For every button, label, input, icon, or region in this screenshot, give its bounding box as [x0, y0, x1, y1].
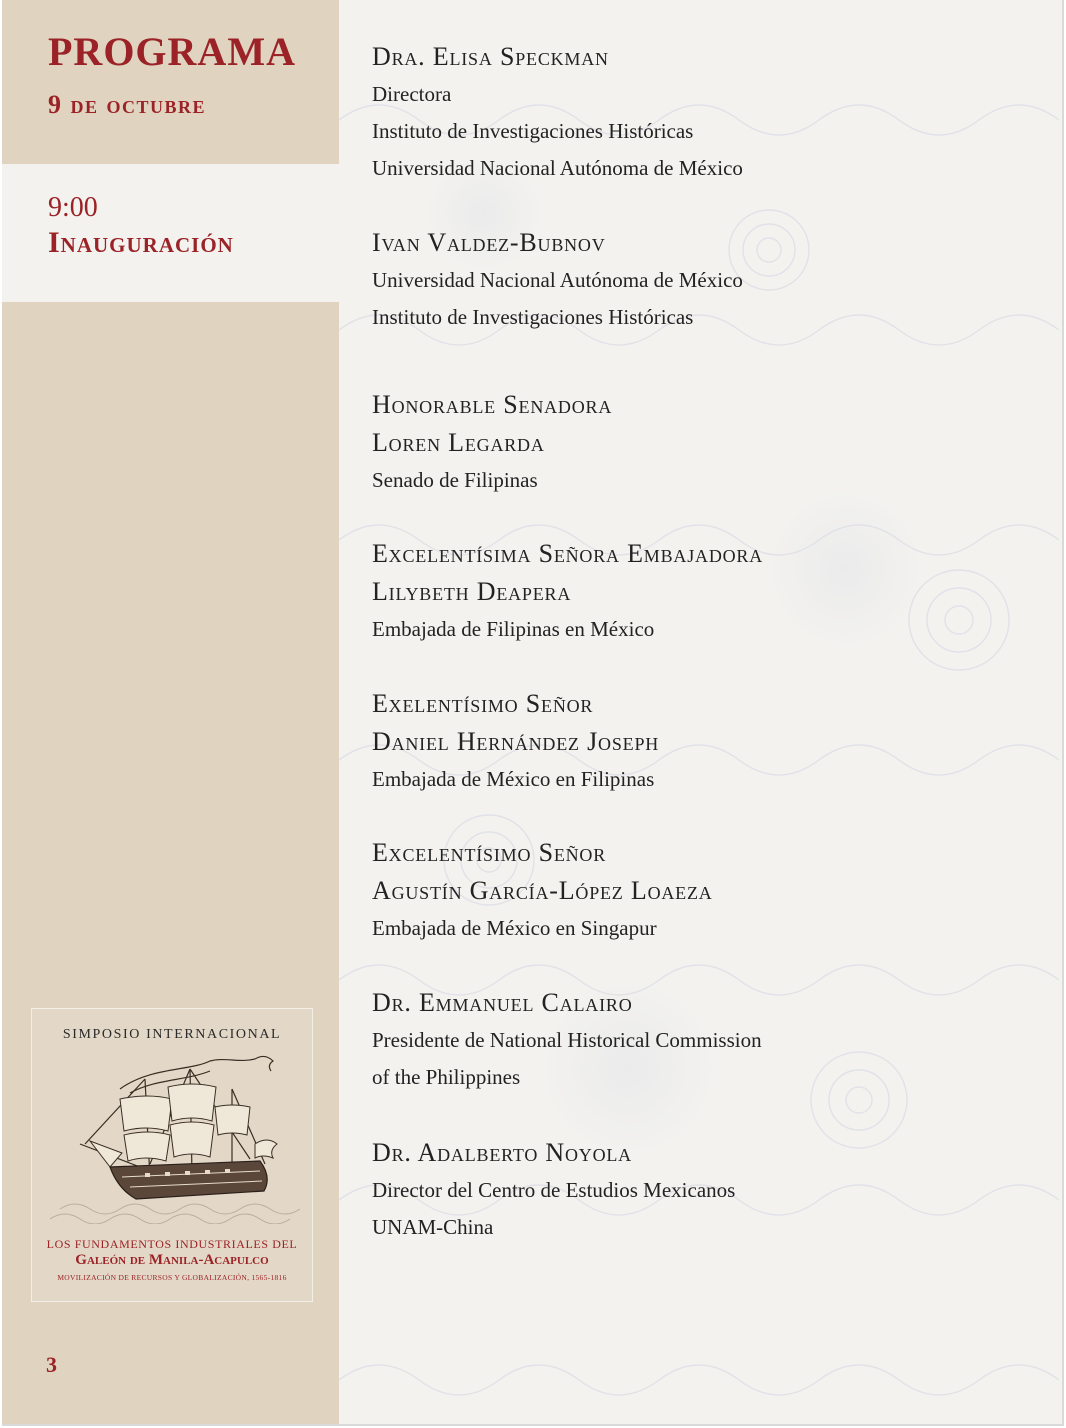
speaker-affiliation: Directora — [372, 82, 452, 106]
program-date: 9 de octubre — [48, 90, 207, 119]
speaker-name: Ivan Valdez-Bubnov — [372, 228, 606, 257]
speaker-name: Exelentísimo Señor — [372, 689, 594, 718]
speaker-name: Excelentísimo Señor — [372, 838, 607, 867]
speaker-affiliation: Embajada de Filipinas en México — [372, 617, 655, 641]
page-number: 3 — [46, 1352, 57, 1377]
galleon-ship-illustration — [50, 1049, 300, 1224]
speaker-affiliation: Instituto de Investigaciones Históricas — [372, 305, 694, 329]
speaker-affiliation: Embajada de México en Singapur — [372, 916, 657, 940]
speaker-name: Dr. Emmanuel Calairo — [372, 988, 633, 1017]
speaker-name: Dr. Adalberto Noyola — [372, 1138, 632, 1167]
speaker-entry — [372, 984, 762, 1096]
speakers-panel — [339, 0, 1062, 1424]
speaker-name: Excelentísima Señora Embajadora — [372, 539, 764, 568]
speaker-name: Loren Legarda — [372, 428, 545, 457]
speaker-entry — [372, 1134, 735, 1246]
speaker-affiliation: Embajada de México en Filipinas — [372, 767, 655, 791]
speaker-name: Honorable Senadora — [372, 390, 613, 419]
speaker-entry — [372, 535, 763, 648]
session-box — [2, 164, 339, 302]
session-name: Inauguración — [48, 226, 234, 259]
speaker-name: Daniel Hernández Joseph — [372, 727, 660, 756]
speaker-affiliation: Universidad Nacional Autónoma de México — [372, 268, 743, 292]
speaker-entry — [372, 224, 743, 336]
speaker-affiliation: Senado de Filipinas — [372, 468, 538, 492]
speaker-name: Agustín García-López Loaeza — [372, 876, 713, 905]
speaker-affiliation: of the Philippines — [372, 1065, 521, 1089]
speaker-entry — [372, 834, 713, 947]
speaker-affiliation: Presidente de National Historical Commission — [372, 1028, 762, 1052]
speaker-entry — [372, 38, 743, 187]
program-title: PROGRAMA — [48, 29, 296, 74]
session-time: 9:00 — [48, 192, 98, 223]
speaker-name: Dra. Elisa Speckman — [372, 42, 609, 71]
sidebar — [2, 0, 339, 1424]
cover-subtitle-1: LOS FUNDAMENTOS INDUSTRIALES DEL — [46, 1237, 298, 1251]
cover-main-title: Galeón de Manila-Acapulco — [75, 1252, 269, 1268]
speaker-affiliation: Universidad Nacional Autónoma de México — [372, 156, 743, 180]
speaker-entry — [372, 386, 612, 499]
cover-subtitle-2: MOVILIZACIÓN DE RECURSOS Y GLOBALIZACIÓN, 1565-1816 — [57, 1273, 287, 1282]
cover-top-title: SIMPOSIO INTERNACIONAL — [62, 1027, 282, 1042]
speaker-name: Lilybeth Deapera — [372, 577, 572, 606]
speaker-affiliation: UNAM-China — [372, 1215, 494, 1239]
speaker-affiliation: Instituto de Investigaciones Históricas — [372, 119, 694, 143]
symposium-cover — [31, 1008, 313, 1302]
speaker-affiliation: Director del Centro de Estudios Mexicanos — [372, 1178, 736, 1202]
speaker-entry — [372, 685, 659, 798]
program-page — [2, 0, 1064, 1426]
